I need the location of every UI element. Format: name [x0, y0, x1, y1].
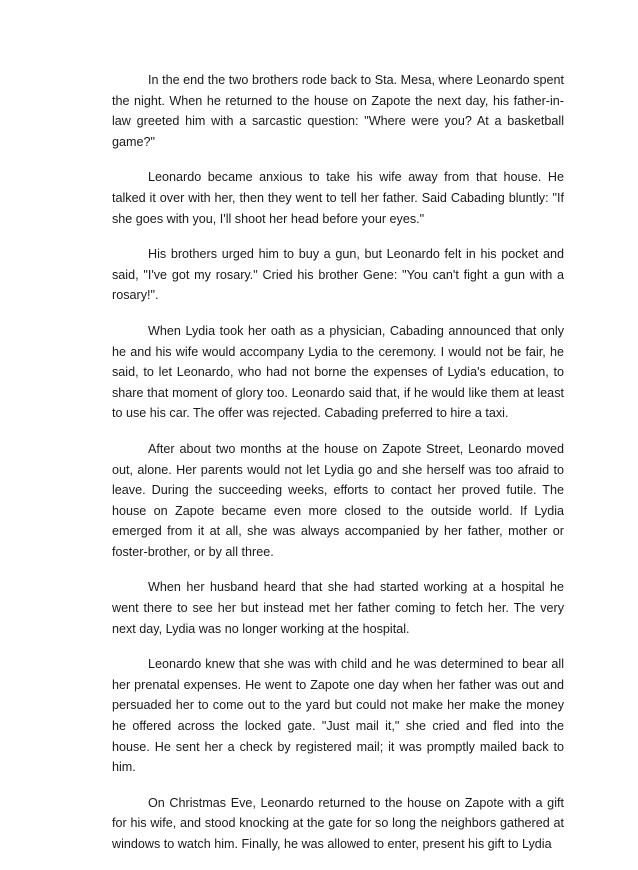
document-page [112, 70, 564, 870]
paragraph-8: On Christmas Eve, Leonardo returned to the house on Zapote with a gift for his wife, and stood knocking at the gate for so long the neighbors gathered at windows to watch him. Finally, he was allowed to enter, present his gift to Lydia [112, 795, 564, 851]
paragraph-6: When her husband heard that she had started working at a hospital he went there to see her but instead met her father coming to fetch her. The very next day, Lydia was no longer working at the hospital. [112, 580, 564, 636]
paragraph-4: When Lydia took her oath as a physician, Cabading announced that only he and his wife would accompany Lydia to the ceremony. I would not be fair, he said, to let Leonardo, who had not borne the expenses of Lydia's education, to share that moment of glory too. Leonardo said that, if he would like them at least to use his car. The offer was rejected. Cabading preferred to hire a taxi. [112, 323, 564, 421]
paragraph-2: Leonardo became anxious to take his wife away from that house. He talked it over with her, then they went to tell her father. Said Cabading bluntly: "If she goes with you, I'll shoot her head before your eyes." [112, 170, 564, 226]
paragraph-1: In the end the two brothers rode back to Sta. Mesa, where Leonardo spent the night. When he returned to the house on Zapote the next day, his father-in-law greeted him with a sarcastic question: "Where were you? At a basketball game?" [112, 73, 564, 149]
paragraph-5: After about two months at the house on Zapote Street, Leonardo moved out, alone. Her parents would not let Lydia go and she herself was too afraid to leave. During the succeeding weeks, efforts to contact her proved futile. The house on Zapote became even more closed to the outside world. If Lydia emerged from it at all, she was always accompanied by her father, mother or foster-brother, or by all three. [112, 441, 564, 559]
paragraph-3: His brothers urged him to buy a gun, but Leonardo felt in his pocket and said, "I've got my rosary." Cried his brother Gene: "You can't fight a gun with a rosary!". [112, 247, 564, 303]
paragraph-7: Leonardo knew that she was with child and he was determined to bear all her prenatal expenses. He went to Zapote one day when her father was out and persuaded her to come out to the yard but could not make her make the money he offered across the locked gate. "Just mail it," she cried and fled into the house. He sent her a check by registered mail; it was promptly mailed back to him. [112, 657, 564, 775]
